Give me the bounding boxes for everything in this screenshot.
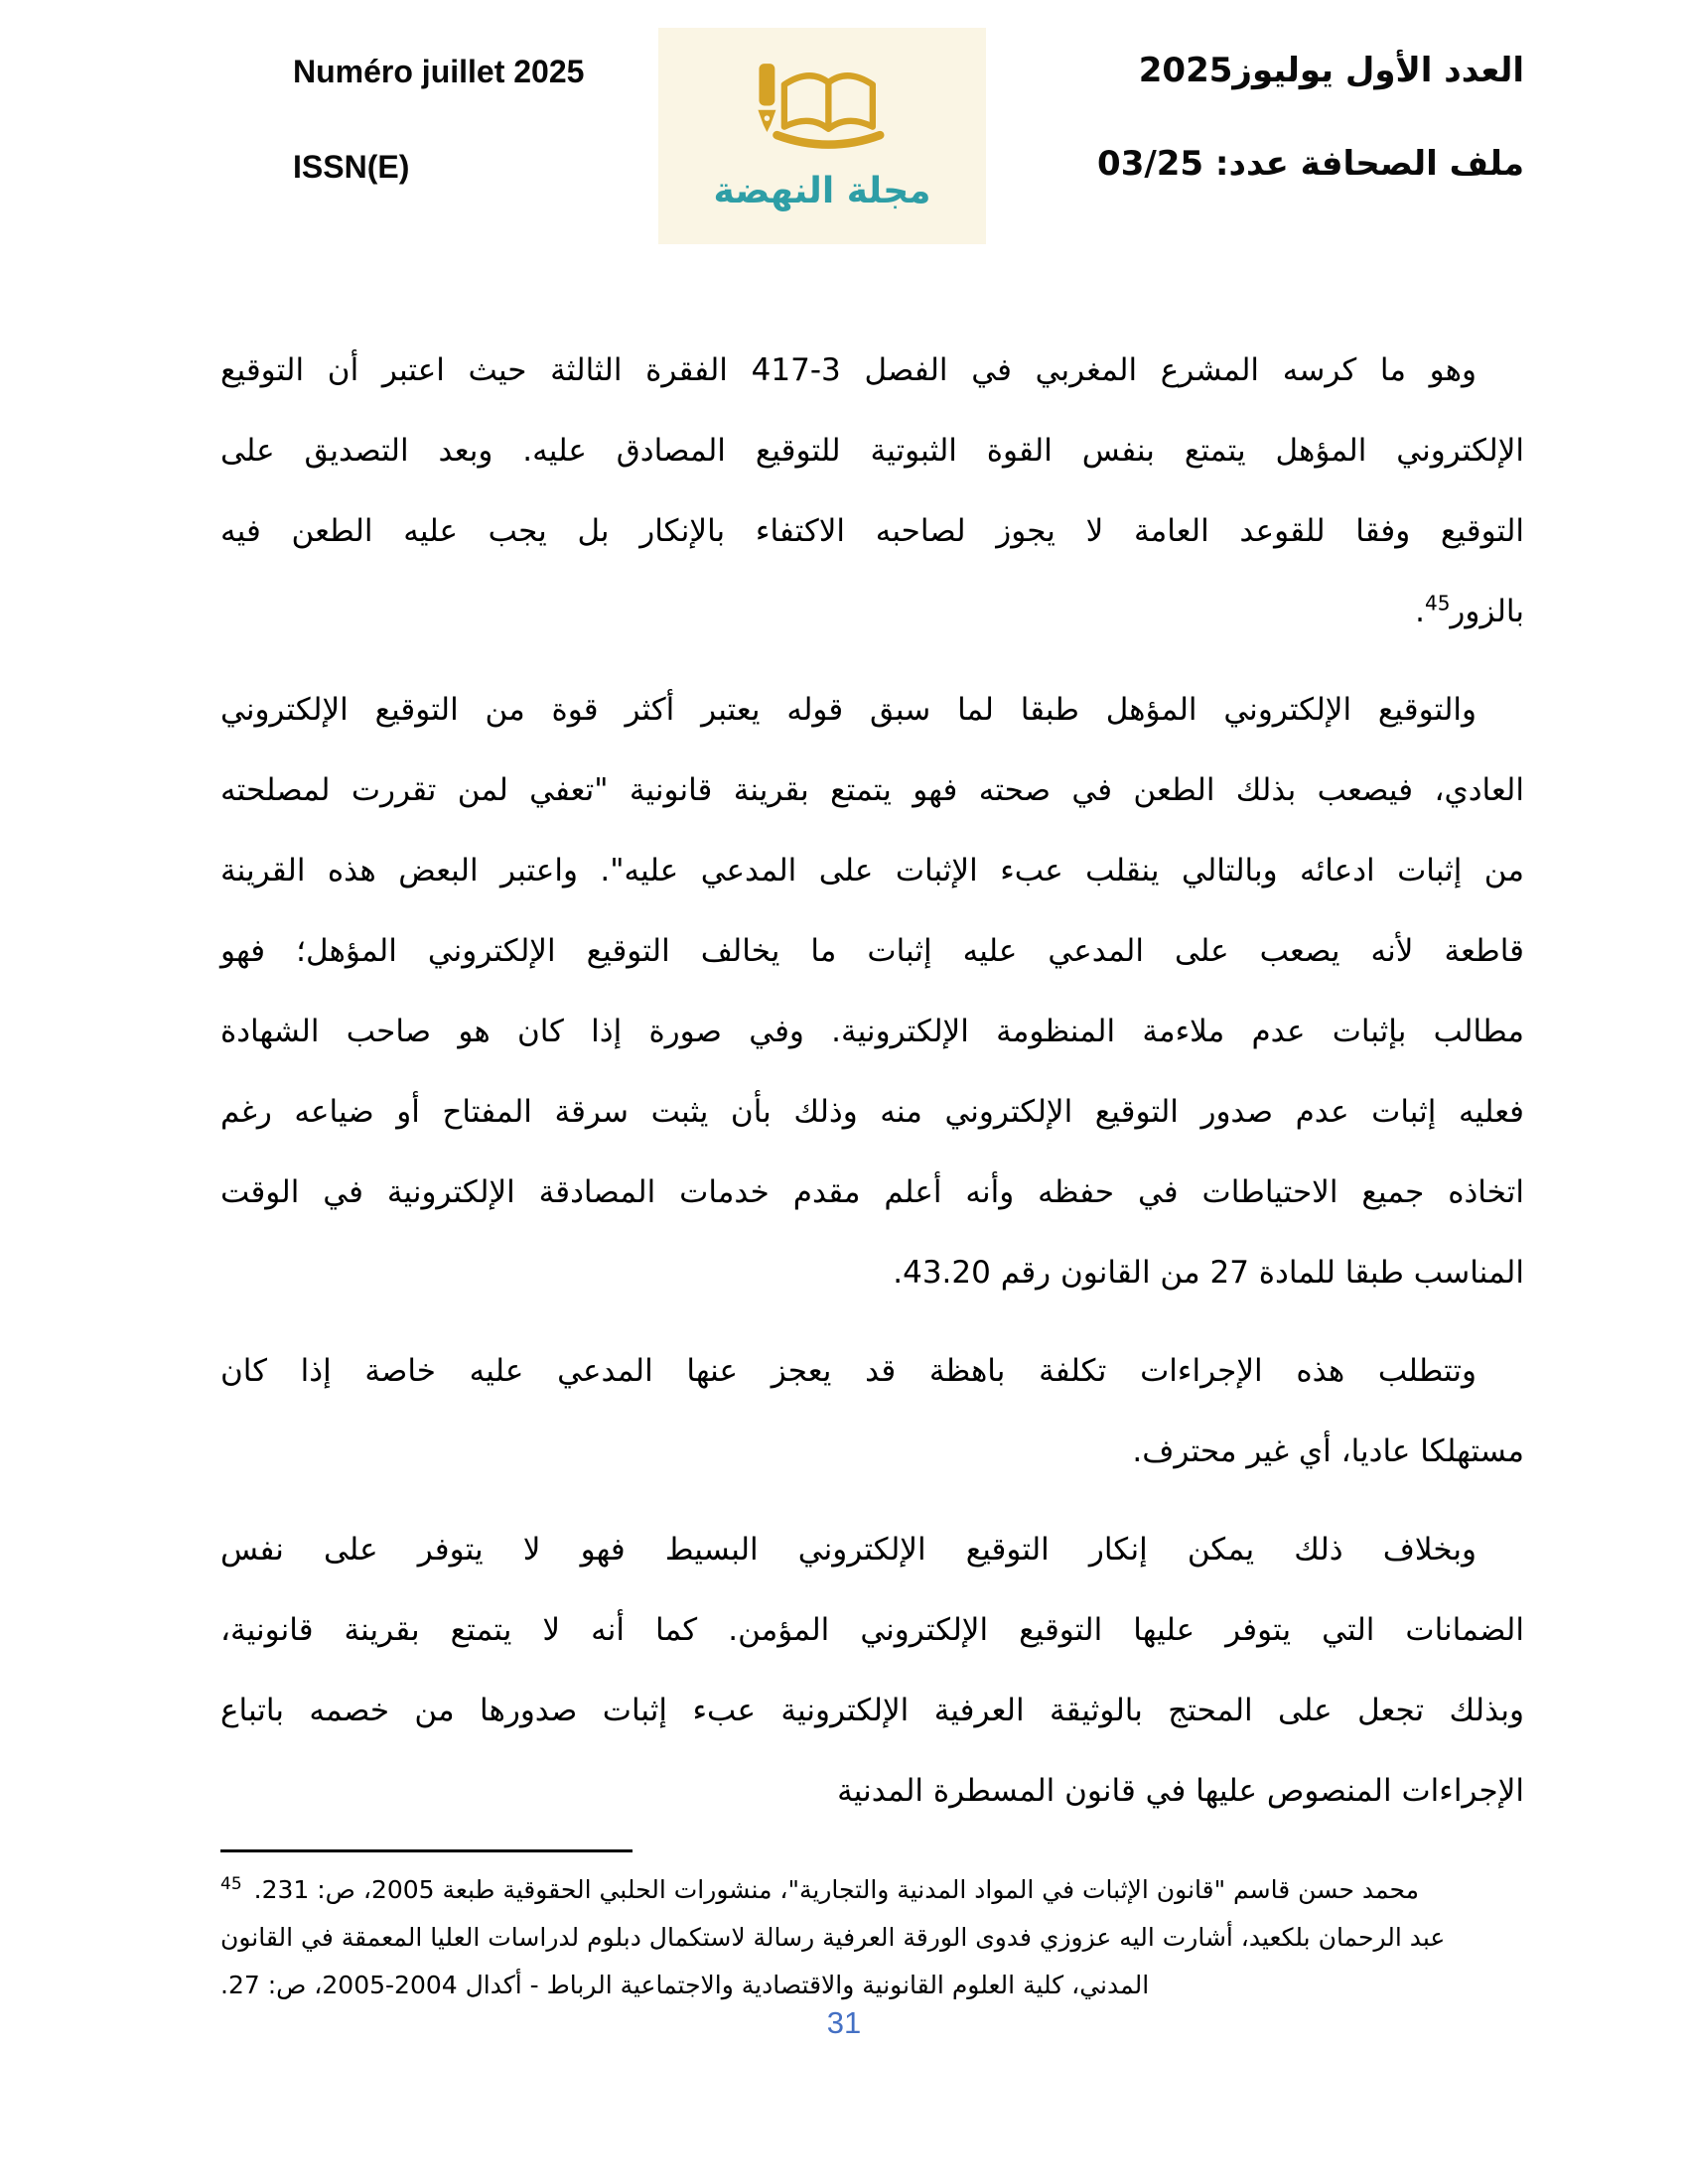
body-line: الإجراءات المنصوص عليها في قانون المسطرة المدنية <box>837 1773 1524 1809</box>
header-left <box>293 52 584 187</box>
footnote-marker-45: 45 <box>220 1873 242 1894</box>
footnotes <box>220 1866 1524 2009</box>
journal-title: مجلة النهضة <box>713 171 931 211</box>
pen-and-open-book-icon <box>717 62 927 169</box>
body-line: وتتطلب هذه الإجراءات تكلفة باهظة قد يعجز عنها المدعي عليه خاصة إذا كان <box>220 1353 1477 1389</box>
body-line: مستهلكا عاديا، أي غير محترف. <box>1132 1433 1524 1469</box>
paragraph-3 <box>220 1331 1524 1492</box>
body-line: وهو ما كرسه المشرع المغربي في الفصل 3-417 الفقرة الثالثة حيث اعتبر أن التوقيع <box>220 352 1477 388</box>
body-line: وبذلك تجعل على المحتج بالوثيقة العرفية الإلكترونية عبء إثبات صدورها من خصمه باتباع <box>220 1693 1524 1728</box>
body-text: بالزور <box>1450 594 1524 629</box>
issue-label-ar: العدد الأول يوليوز2025 <box>1138 51 1524 90</box>
body-line-with-footnote-ref <box>220 572 1524 652</box>
press-file-label: ملف الصحافة عدد: 03/25 <box>1097 144 1524 184</box>
page-number: 31 <box>826 2005 862 2040</box>
body-line: مطالب بإثبات عدم ملاءمة المنظومة الإلكترونية. وفي صورة إذا كان هو صاحب الشهادة <box>220 1014 1524 1049</box>
paragraph-4 <box>220 1510 1524 1832</box>
footnote-text: عبد الرحمان بلكعيد، أشارت اليه عزوزي فدوى الورقة العرفية رسالة لاستكمال دبلوم لدراسات العليا المعمقة في القانون <box>220 1923 1446 1952</box>
footnote-line <box>220 1914 1524 1962</box>
body-line: المناسب طبقا للمادة 27 من القانون رقم 43.20. <box>893 1255 1524 1291</box>
body-line: قاطعة لأنه يصعب على المدعي عليه إثبات ما يخالف التوقيع الإلكتروني المؤهل؛ فهو <box>220 933 1524 969</box>
footnote-line <box>220 1866 1524 1914</box>
journal-logo <box>658 28 986 244</box>
paragraph-1 <box>220 331 1524 652</box>
body-line: فعليه إثبات عدم صدور التوقيع الإلكتروني منه وذلك بأن يثبت سرقة المفتاح أو ضياعه رغم <box>220 1094 1524 1130</box>
body-line: العادي، فيصعب بذلك الطعن في صحته فهو يتمتع بقرينة قانونية "تعفي لمن تقررت لمصلحته <box>220 772 1524 808</box>
footnote-separator <box>220 1849 633 1852</box>
body-text: . <box>1415 594 1425 629</box>
issn-label: ISSN(E) <box>293 149 410 185</box>
body-line: من إثبات ادعائه وبالتالي ينقلب عبء الإثبات على المدعي عليه". واعتبر البعض هذه القرينة <box>220 853 1524 888</box>
body-line: الإلكتروني المؤهل يتمتع بنفس القوة الثبوتية للتوقيع المصادق عليه. وبعد التصديق على <box>220 433 1524 469</box>
footnote-text: المدني، كلية العلوم القانونية والاقتصادية والاجتماعية الرباط - أكدال 2004-2005، ص: 27. <box>220 1971 1150 1999</box>
footnote-line <box>220 1962 1524 2009</box>
body-line: الضمانات التي يتوفر عليها التوقيع الإلكتروني المؤمن. كما أنه لا يتمتع بقرينة قانونية، <box>220 1612 1524 1648</box>
body-line: وبخلاف ذلك يمكن إنكار التوقيع الإلكتروني البسيط فهو لا يتوفر على نفس <box>220 1532 1477 1568</box>
paragraph-2 <box>220 670 1524 1313</box>
issue-label-fr: Numéro juillet 2025 <box>293 54 585 89</box>
body-line: اتخاذه جميع الاحتياطات في حفظه وأنه أعلم مقدم خدمات المصادقة الإلكترونية في الوقت <box>220 1174 1524 1210</box>
body-line: والتوقيع الإلكتروني المؤهل طبقا لما سبق قوله يعتبر أكثر قوة من التوقيع الإلكتروني <box>220 692 1477 728</box>
article-body <box>220 331 1524 1849</box>
body-line: التوقيع وفقا للقوعد العامة لا يجوز لصاحبه الاكتفاء بالإنكار بل يجب عليه الطعن فيه <box>220 513 1524 549</box>
footnote-text: محمد حسن قاسم "قانون الإثبات في المواد المدنية والتجارية"، منشورات الحلبي الحقوقية طبعة 2005، ص: 231. <box>253 1875 1419 1904</box>
header-right <box>1097 46 1524 189</box>
footnote-ref-45: 45 <box>1424 591 1451 615</box>
